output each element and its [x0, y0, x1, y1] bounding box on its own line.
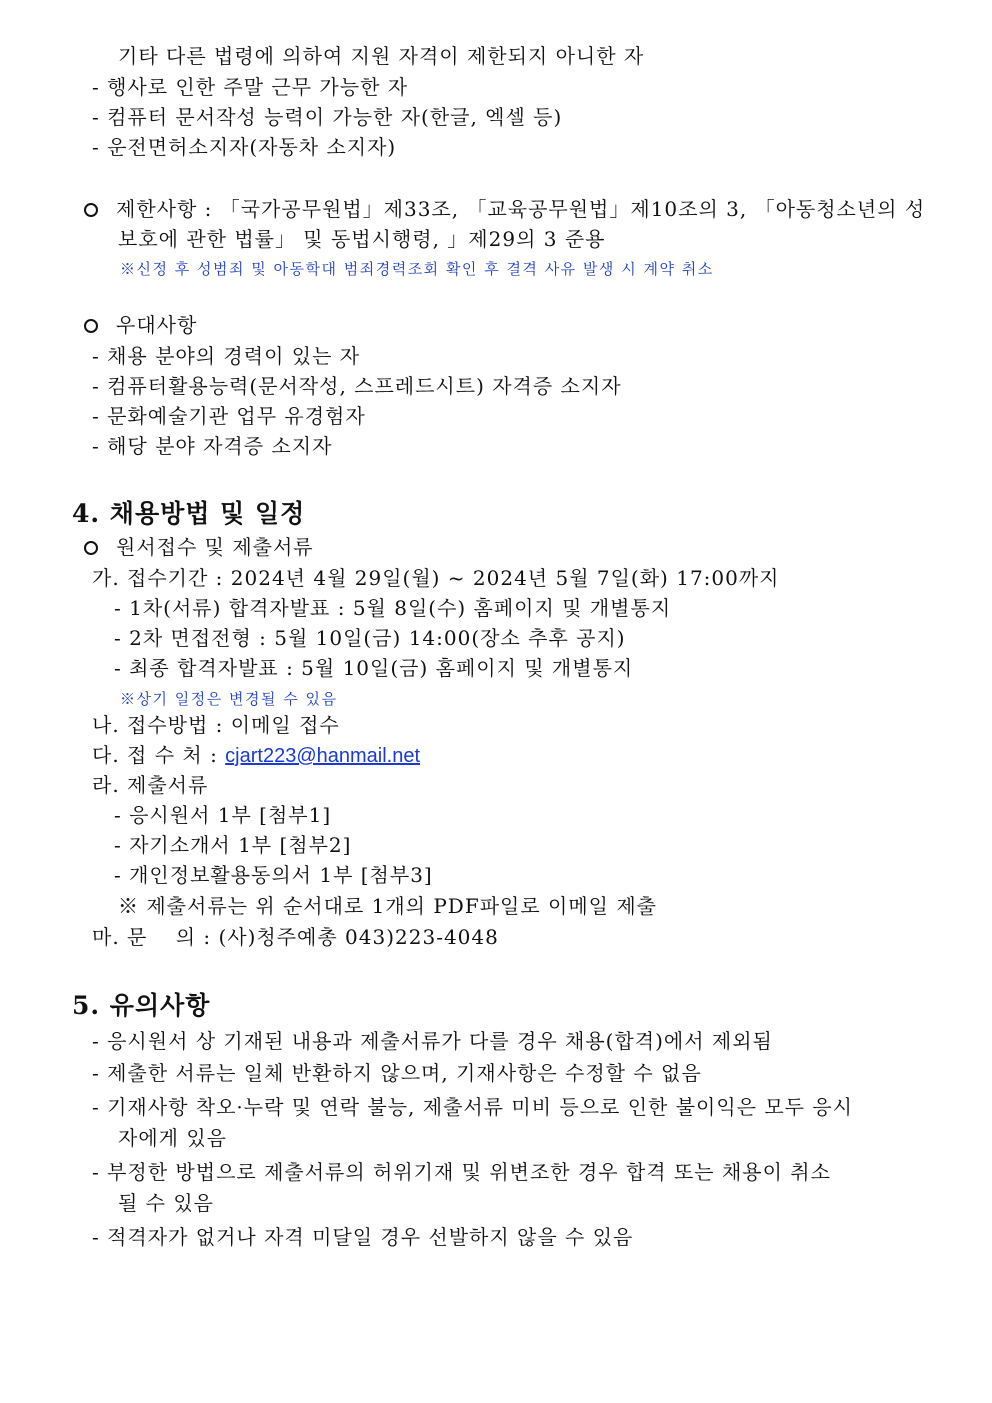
- application-period: 가. 접수기간 : 2024년 4월 29일(월) ~ 2024년 5월 7일(화) 17:00까지: [92, 566, 780, 590]
- schedule-note: ※상기 일정은 변경될 수 있음: [120, 690, 338, 708]
- preference-title-text: 우대사항: [116, 313, 198, 337]
- application-address-label: 다. 접 수 처 :: [92, 743, 226, 767]
- preference-item: - 채용 분야의 경력이 있는 자: [92, 344, 361, 368]
- qualification-line: - 컴퓨터 문서작성 능력이 가능한 자(한글, 엑셀 등): [92, 105, 563, 129]
- restriction-line: [84, 195, 925, 223]
- notice-item: - 기재사항 착오·누락 및 연락 불능, 제출서류 미비 등으로 인한 불이익은 모두 응시: [92, 1095, 854, 1119]
- restriction-line: 보호에 관한 법률」 및 동법시행령, 」제29의 3 준용: [118, 227, 606, 251]
- circle-bullet-icon: [84, 541, 98, 555]
- notice-item-continued: 자에게 있음: [118, 1126, 227, 1150]
- circle-bullet-icon: [84, 203, 98, 217]
- section-5-heading: 5. 유의사항: [72, 991, 211, 1020]
- contact-info: 마. 문 의 : (사)청주예총 043)223-4048: [92, 925, 499, 949]
- preference-item: - 문화예술기관 업무 유경험자: [92, 404, 366, 428]
- notice-item: - 제출한 서류는 일체 반환하지 않으며, 기재사항은 수정할 수 없음: [92, 1061, 702, 1085]
- circle-bullet-icon: [84, 319, 98, 333]
- schedule-item: - 최종 합격자발표 : 5월 10일(금) 홈페이지 및 개별통지: [114, 656, 634, 680]
- section-4-heading: 4. 채용방법 및 일정: [72, 499, 306, 528]
- schedule-item: - 2차 면접전형 : 5월 10일(금) 14:00(장소 추후 공지): [114, 626, 626, 650]
- notice-item: - 응시원서 상 기재된 내용과 제출서류가 다를 경우 채용(합격)에서 제외됨: [92, 1029, 773, 1053]
- preference-item: - 컴퓨터활용능력(문서작성, 스프레드시트) 자격증 소지자: [92, 374, 622, 398]
- documents-title: 라. 제출서류: [92, 773, 209, 797]
- section-4-sub-text: 원서접수 및 제출서류: [116, 535, 314, 559]
- qualification-line: 기타 다른 법령에 의하여 지원 자격이 제한되지 아니한 자: [118, 44, 645, 68]
- section-4-sub: [84, 533, 314, 561]
- notice-item: - 부정한 방법으로 제출서류의 허위기재 및 위변조한 경우 합격 또는 채용이 취소: [92, 1160, 831, 1184]
- application-method: 나. 접수방법 : 이메일 접수: [92, 713, 340, 737]
- document-item: - 응시원서 1부 [첨부1]: [114, 803, 332, 827]
- qualification-line: - 운전면허소지자(자동차 소지자): [92, 135, 397, 159]
- notice-item-continued: 될 수 있음: [118, 1191, 214, 1215]
- application-address: [92, 741, 420, 770]
- document-item: - 개인정보활용동의서 1부 [첨부3]: [114, 863, 433, 887]
- notice-item: - 적격자가 없거나 자격 미달일 경우 선발하지 않을 수 있음: [92, 1225, 634, 1249]
- preference-item: - 해당 분야 자격증 소지자: [92, 434, 333, 458]
- restriction-text: 제한사항 : 「국가공무원법」제33조, 「교육공무원법」제10조의 3, 「아동청소년의 성: [116, 197, 926, 221]
- schedule-item: - 1차(서류) 합격자발표 : 5월 8일(수) 홈페이지 및 개별통지: [114, 596, 672, 620]
- preference-title: [84, 311, 197, 339]
- qualification-line: - 행사로 인한 주말 근무 가능한 자: [92, 75, 409, 99]
- documents-note: ※ 제출서류는 위 순서대로 1개의 PDF파일로 이메일 제출: [118, 894, 657, 918]
- restriction-note: ※신정 후 성범죄 및 아동학대 범죄경력조회 확인 후 결격 사유 발생 시 계약 취소: [120, 260, 714, 278]
- email-link[interactable]: cjart223@hanmail.net: [225, 745, 421, 767]
- document-item: - 자기소개서 1부 [첨부2]: [114, 833, 352, 857]
